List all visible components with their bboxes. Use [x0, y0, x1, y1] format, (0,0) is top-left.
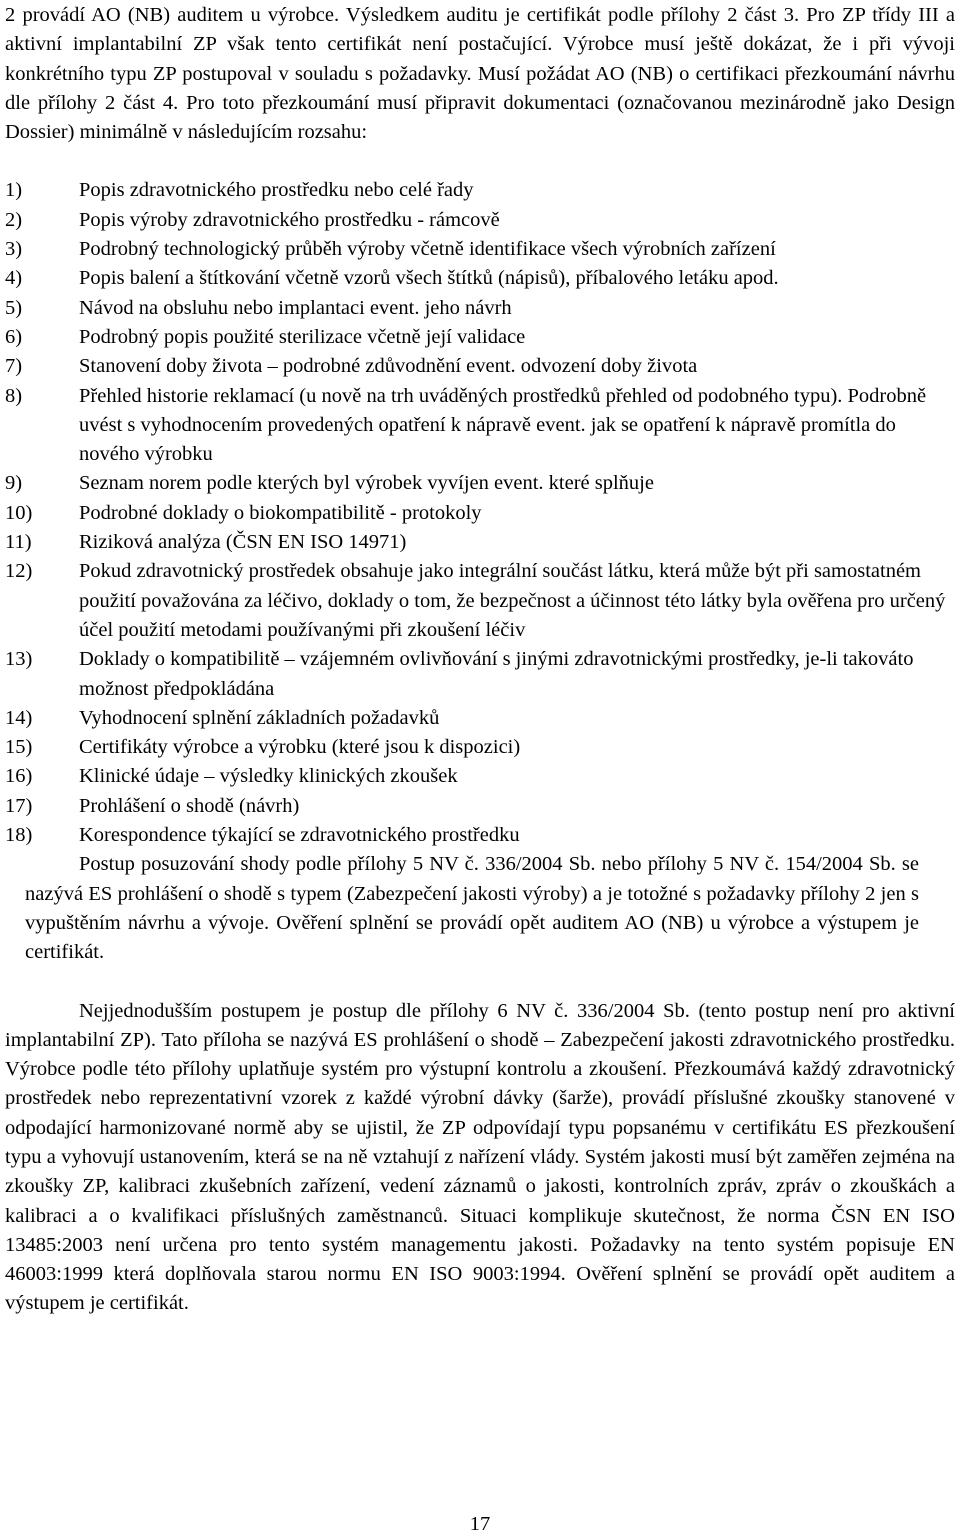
list-item-number: 8) [5, 384, 23, 407]
list-item-text: Podrobný popis použité sterilizace včetně její validace [79, 325, 526, 348]
list-item-text: Popis balení a štítkování včetně vzorů všech štítků (nápisů), příbalového letáku apod. [79, 267, 779, 290]
list-item-number: 14) [5, 706, 33, 729]
list-item-text: Návod na obsluhu nebo implantaci event. jeho návrh [79, 296, 512, 319]
list-item-number: 2) [5, 208, 23, 231]
list-item-number: 15) [5, 736, 33, 759]
list-item [5, 176, 955, 205]
list-item [5, 762, 955, 791]
document-page [5, 0, 955, 1319]
list-item-number: 6) [5, 325, 23, 348]
list-item [5, 382, 955, 470]
list-item [5, 792, 955, 821]
list-item-text: Popis výroby zdravotnického prostředku - rámcově [79, 208, 500, 231]
list-item [5, 733, 955, 762]
list-item [5, 821, 955, 850]
annex-5-paragraph [5, 850, 955, 967]
list-item-number: 4) [5, 267, 23, 290]
list-item-number: 5) [5, 296, 23, 319]
list-item-text: Certifikáty výrobce a výrobku (které jsou k dispozici) [79, 736, 521, 759]
list-item [5, 645, 955, 704]
list-item-text: Korespondence týkající se zdravotnického prostředku [79, 824, 520, 847]
list-item [5, 294, 955, 323]
list-item-number: 3) [5, 238, 23, 261]
intro-paragraph: 2 provádí AO (NB) auditem u výrobce. Výsledkem auditu je certifikát podle přílohy 2 část 3. Pro ZP třídy III a aktivní implantabilní ZP však tento certifikát není postačující. Výrobce musí ještě dokázat, že i při vývoji konkrétního typu ZP postupoval v souladu s požadavky. Musí požádat AO (NB) o certifikaci přezkoumání návrhu dle přílohy 2 část 4. Pro toto přezkoumání musí připravit dokumentaci (označovanou mezinárodně jako Design Dossier) minimálně v následujícím rozsahu: [5, 4, 955, 144]
list-item-text: Podrobné doklady o biokompatibilitě - protokoly [79, 501, 482, 524]
list-item-text: Vyhodnocení splnění základních požadavků [79, 706, 440, 729]
list-item-number: 1) [5, 179, 23, 202]
list-item-text: Přehled historie reklamací (u nově na trh uváděných prostředků přehled od podobného typu). Podrobně uvést s vyhodnocením provedených opatření k nápravě event. jak se opatření k nápravě promítla do nového výrobku [79, 384, 927, 466]
list-item-text: Pokud zdravotnický prostředek obsahuje jako integrální součást látku, která může být při samostatném použití považována za léčivo, doklady o tom, že bezpečnost a účinnost této látky byla ověřena pro určený účel použití metodami používanými při zkoušení léčiv [79, 560, 946, 641]
list-item-text: Prohlášení o shodě (návrh) [79, 794, 300, 817]
list-item [5, 704, 955, 733]
list-item [5, 235, 955, 264]
list-item-text: Popis zdravotnického prostředku nebo celé řady [79, 179, 474, 202]
list-item-number: 10) [5, 501, 33, 524]
list-item [5, 557, 955, 645]
list-item [5, 206, 955, 235]
list-item-number: 11) [5, 531, 32, 554]
list-item [5, 499, 955, 528]
list-item-text: Podrobný technologický průběh výroby včetně identifikace všech výrobních zařízení [79, 238, 776, 261]
design-dossier-requirements-list [5, 176, 955, 850]
list-item-number: 18) [5, 824, 33, 847]
list-item [5, 264, 955, 293]
list-item [5, 352, 955, 381]
list-item-number: 17) [5, 794, 33, 817]
list-item [5, 528, 955, 557]
list-item-text: Doklady o kompatibilitě – vzájemném ovlivňování s jinými zdravotnickými prostředky, je-li takováto možnost předpokládána [79, 648, 914, 700]
list-item-number: 9) [5, 472, 23, 495]
list-item-text: Stanovení doby života – podrobné zdůvodnění event. odvození doby života [79, 355, 698, 378]
list-item [5, 469, 955, 498]
list-item-number: 13) [5, 648, 33, 671]
list-item-text: Seznam norem podle kterých byl výrobek vyvíjen event. které splňuje [79, 472, 654, 495]
page-number: 17 [469, 1513, 491, 1535]
list-item [5, 323, 955, 352]
list-item-number: 16) [5, 765, 33, 788]
annex-5-text: Postup posuzování shody podle přílohy 5 NV č. 336/2004 Sb. nebo přílohy 5 NV č. 154/2004 Sb. se nazývá ES prohlášení o shodě s typem (Zabezpečení jakosti výroby) a je totožné s požadavky přílohy 2 jen s vypuštěním návrhu a vývoje. Ověření splnění se provádí opět auditem AO (NB) u výrobce a výstupem je certifikát. [25, 853, 919, 964]
list-item-number: 12) [5, 560, 33, 583]
annex-6-paragraph: Nejjednodušším postupem je postup dle přílohy 6 NV č. 336/2004 Sb. (tento postup není pro aktivní implantabilní ZP). Tato příloha se nazývá ES prohlášení o shodě – Zabezpečení jakosti zdravotnického prostředku. Výrobce podle této přílohy uplatňuje systém pro výstupní kontrolu a zkoušení. Přezkoumává každý zdravotnický prostředek nebo reprezentativní vzorek z každé výrobní dávky (šarže), provádí příslušné zkoušky stanovené v odpodající harmonizované normě aby se ujistil, že ZP odpovídají typu popsanému v certifikátu ES přezkoušení typu a vyhovují ustanovením, která se na ně vztahují z nařízení vlády. Systém jakosti musí být zaměřen zejména na zkoušky ZP, kalibraci zkušebních zařízení, vedení záznamů o jakosti, kontrolních zpráv, zpráv o zkouškách a kalibraci a o kvalifikaci příslušných zaměstnanců. Situaci komplikuje skutečnost, že norma ČSN EN ISO 13485:2003 není určena pro tento systém managementu jakosti. Požadavky na tento systém popisuje EN 46003:1999 která doplňovala starou normu EN ISO 9003:1994. Ověření splnění se provádí opět auditem a výstupem je certifikát. [5, 999, 955, 1315]
list-item-text: Riziková analýza (ČSN EN ISO 14971) [79, 531, 407, 554]
list-item-text: Klinické údaje – výsledky klinických zkoušek [79, 765, 458, 788]
list-item-number: 7) [5, 355, 23, 378]
